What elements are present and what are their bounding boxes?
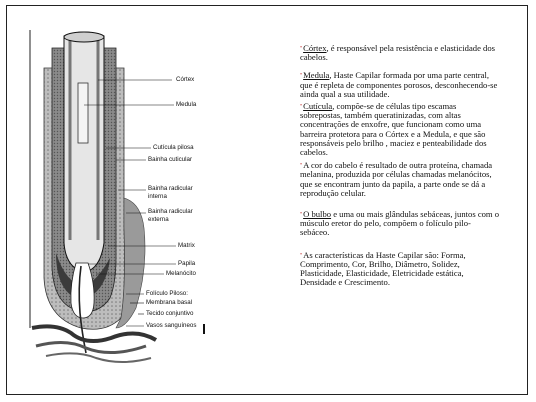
bullet-icon: • — [300, 103, 303, 110]
bullet-icon: • — [300, 72, 303, 79]
paragraph-cortex — [300, 44, 500, 62]
label-melanocito: Melanócito — [166, 270, 196, 277]
label-tecido-conjuntivo: Tecido conjuntivo — [146, 310, 194, 317]
label-bainha-interna: Bainha radicular — [148, 185, 193, 192]
bullet-icon: • — [300, 211, 303, 218]
term-cortex: Córtex — [303, 43, 327, 53]
paragraph-cortex-text: , é responsável pela resistência e elasticidade dos cabelos. — [300, 43, 495, 63]
label-bainha-externa: Bainha radicular — [148, 208, 193, 215]
label-vasos-sanguineos: Vasos sanguíneos — [146, 322, 197, 329]
label-membrana-basal: Membrana basal — [146, 299, 193, 306]
paragraph-bulbo-text: e uma ou mais glândulas sebáceas, juntos com o músculo eretor do pelo, compõem o folículo pilo-sebáceo. — [300, 209, 500, 238]
term-cuticula: Cutícula — [303, 101, 333, 112]
label-bainha-cuticular: Bainha cuticular — [148, 156, 193, 163]
hair-follicle-diagram — [26, 28, 216, 378]
text-column — [300, 44, 500, 287]
bullet-icon: • — [300, 45, 303, 51]
paragraph-caracteristicas — [300, 251, 500, 288]
paragraph-medula-text: , Haste Capilar formada por uma parte central, que é repleta de componentes porosos, desconhecendo-se ainda qual a sua utilidade. — [300, 70, 498, 99]
paragraph-cor-text: A cor do cabelo é resultado de outra proteína, chamada melanina, produzida por células chamadas melanócitos, que se encontram junto da papila, a parte onde se dá a reprodução celular. — [300, 160, 493, 198]
label-matrix: Matrix — [178, 242, 195, 249]
paragraph-cor — [300, 161, 500, 198]
paragraph-cuticula — [300, 102, 500, 157]
label-foliculo-piloso: Folículo Piloso: — [146, 290, 188, 297]
label-cortex: Córtex — [176, 76, 195, 83]
bullet-icon: • — [300, 162, 303, 169]
bullet-icon: • — [300, 251, 303, 258]
paragraph-caracteristicas-text: As características da Haste Capilar são: Forma, Comprimento, Cor, Brilho, Diâmetro, Solidez, Plasticidade, Elasticidade, Eletricidade estática, Densidade e Crescimento. — [300, 249, 466, 288]
label-papila: Papila — [178, 260, 196, 267]
label-medula: Medula — [176, 101, 197, 108]
term-medula: Medula — [303, 70, 330, 81]
label-cuticula-pilosa: Cutícula pilosa — [153, 144, 194, 151]
label-bainha-externa-2: externa — [148, 216, 169, 223]
label-bainha-interna-2: interna — [148, 193, 167, 200]
term-bulbo: O bulbo — [303, 209, 332, 220]
paragraph-cuticula-text: , compõe-se de células tipo escamas sobrepostas, também queratinizadas, com altas concentrações de enxofre, que funcionam como uma barreira protetora para o Córtex e a Medula, e que são responsáveis pelo brilho , maciez e penteabilidade dos cabelos. — [300, 101, 487, 158]
paragraph-medula — [300, 71, 500, 99]
paragraph-bulbo — [300, 210, 500, 238]
